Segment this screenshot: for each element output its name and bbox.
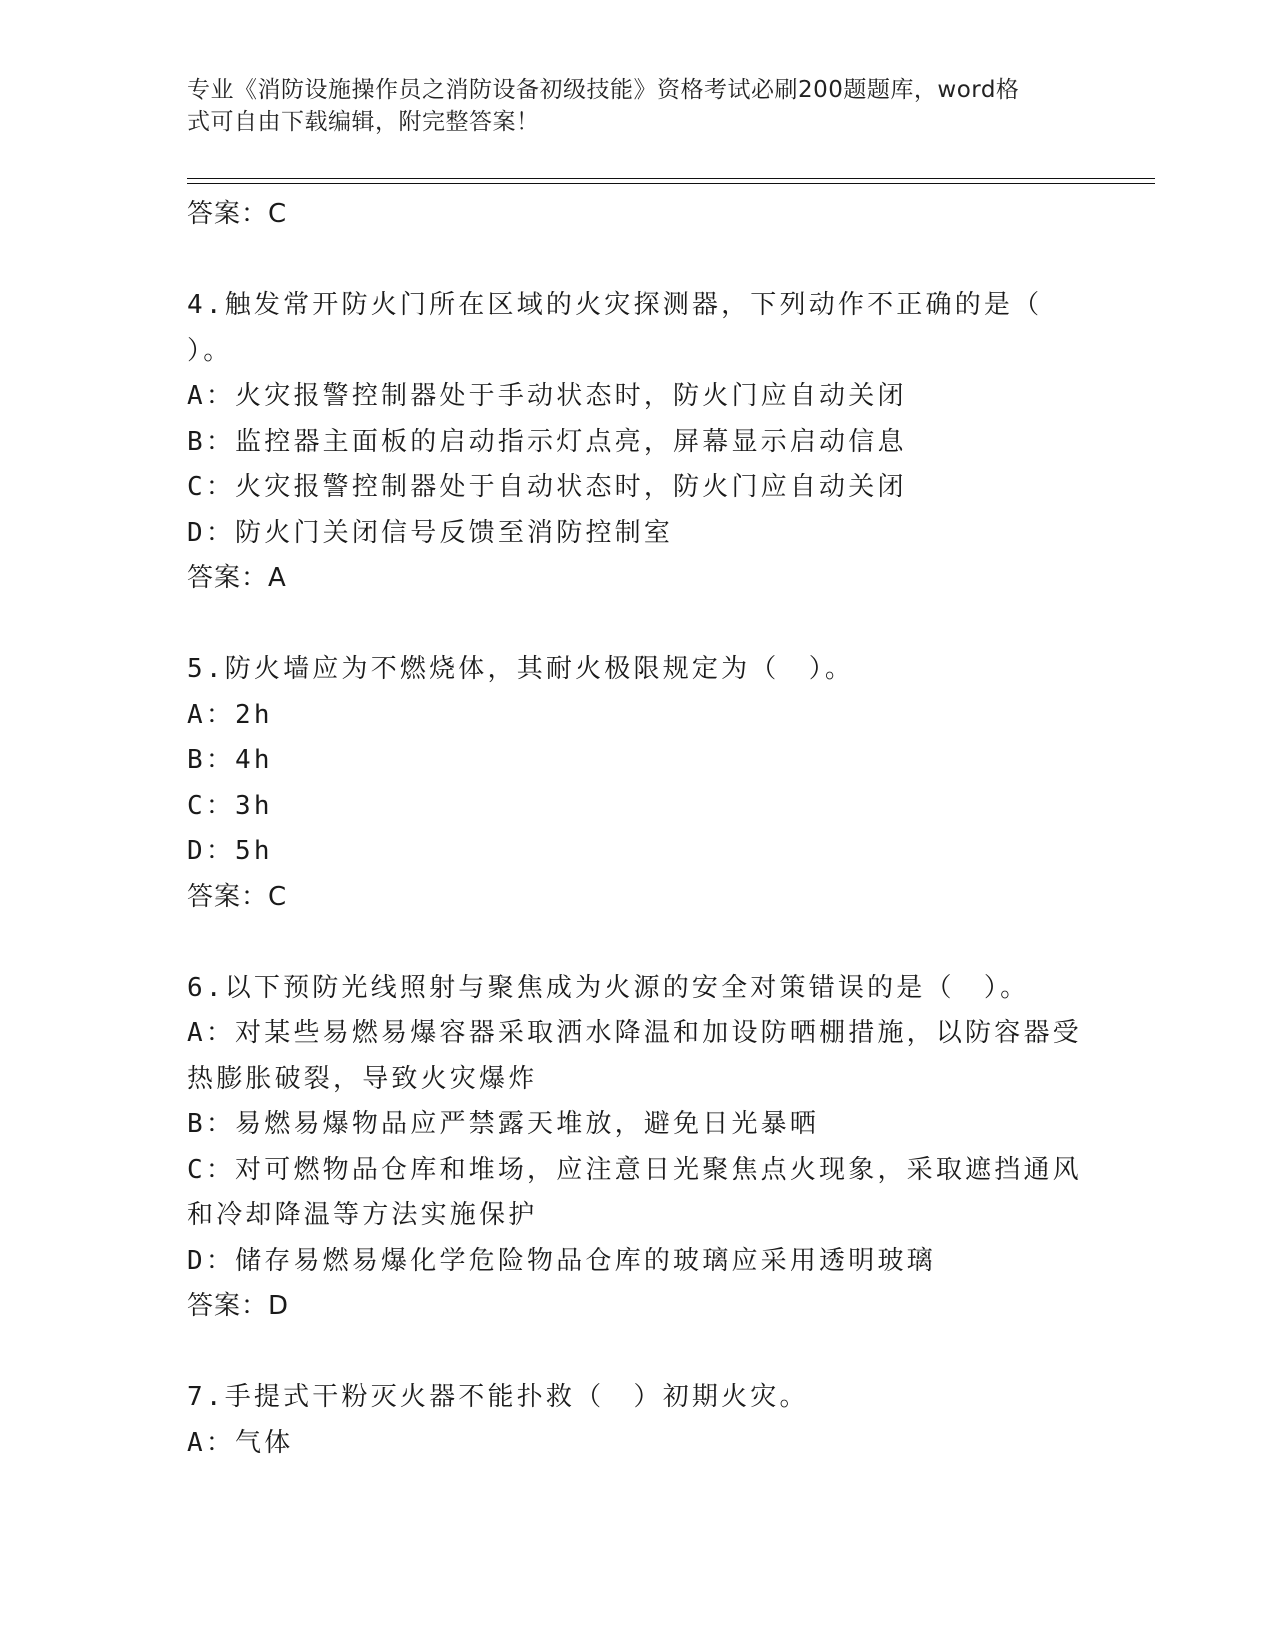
header-divider-bottom — [187, 183, 1155, 184]
spacer — [187, 1330, 1087, 1376]
spacer — [187, 602, 1087, 648]
question-stem: 6.以下预防光线照射与聚焦成为火源的安全对策错误的是（ ）。 — [187, 972, 1030, 1003]
option-a: A：对某些易燃易爆容器采取洒水降温和加设防晒棚措施，以防容器受 — [187, 1018, 1082, 1048]
page-header — [187, 74, 1067, 138]
option-b: B：易燃易爆物品应严禁露天堆放，避免日光暴晒 — [187, 1109, 820, 1139]
option-a: A：气体 — [187, 1427, 294, 1458]
option-a: A：2h — [187, 699, 273, 730]
option-b: B：监控器主面板的启动指示灯点亮，屏幕显示启动信息 — [187, 426, 907, 457]
option-c: C：对可燃物品仓库和堆场，应注意日光聚焦点火现象，采取遮挡通风 — [187, 1154, 1082, 1185]
answer-line: 答案：A — [187, 563, 287, 593]
question-stem: 4.触发常开防火门所在区域的火灾探测器，下列动作不正确的是（ — [187, 290, 1043, 320]
header-divider-top — [187, 178, 1155, 179]
question-item — [187, 283, 1087, 602]
question-item — [187, 1375, 1087, 1466]
question-item — [187, 966, 1087, 1330]
spacer — [187, 238, 1087, 284]
option-a-continued: 热膨胀破裂，导致火灾爆炸 — [187, 1063, 538, 1094]
option-d: D：储存易燃易爆化学危险物品仓库的玻璃应采用透明玻璃 — [187, 1245, 936, 1276]
question-item — [187, 647, 1087, 920]
question-stem: 5.防火墙应为不燃烧体，其耐火极限规定为（ ）。 — [187, 654, 855, 684]
answer-line: 答案：C — [187, 199, 288, 229]
question-stem-continued: ）。 — [187, 335, 233, 366]
question-stem: 7.手提式干粉灭火器不能扑救（ ）初期火灾。 — [187, 1382, 809, 1412]
question-list — [187, 192, 1087, 1466]
option-c-continued: 和冷却降温等方法实施保护 — [187, 1200, 538, 1230]
answer-line: 答案：D — [187, 1291, 290, 1321]
option-d: D：5h — [187, 836, 273, 866]
option-d: D：防火门关闭信号反馈至消防控制室 — [187, 517, 674, 548]
option-b: B：4h — [187, 745, 273, 775]
header-line-1: 专业《消防设施操作员之消防设备初级技能》资格考试必刷200题题库，word格 — [187, 77, 1020, 103]
option-c: C：火灾报警控制器处于自动状态时，防火门应自动关闭 — [187, 472, 907, 502]
answer-line: 答案：C — [187, 881, 288, 912]
option-c: C：3h — [187, 790, 273, 821]
spacer — [187, 920, 1087, 966]
option-a: A：火灾报警控制器处于手动状态时，防火门应自动关闭 — [187, 381, 907, 411]
header-line-2: 式可自由下载编辑，附完整答案！ — [187, 109, 540, 135]
